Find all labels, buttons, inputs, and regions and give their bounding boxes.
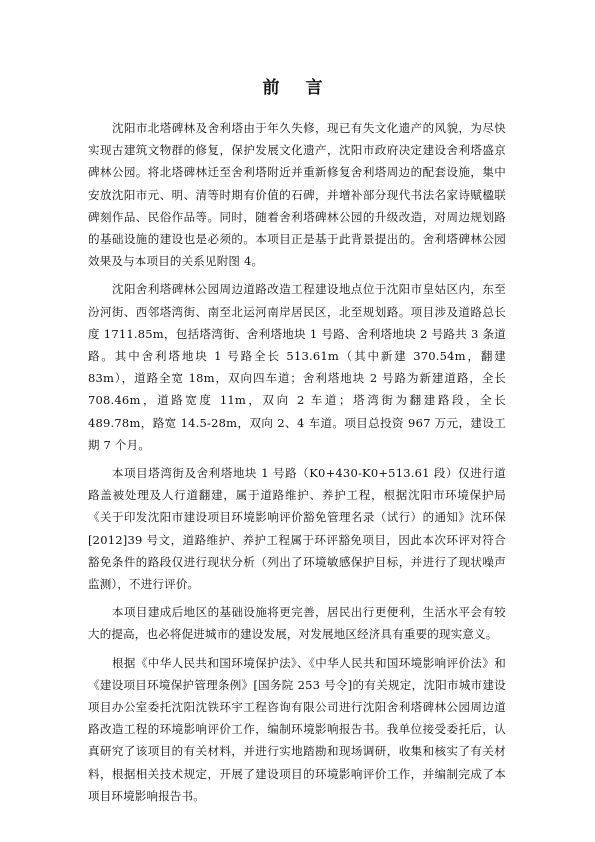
paragraph-4: 本项目建成后地区的基础设施将更完善，居民出行更便利，生活水平会有较大的提高，也必将促进城市的建设发展，对发展地区经济具有重要的现实意义。 xyxy=(88,605,506,642)
paragraph-3: 本项目塔湾街及舍利塔地块 1 号路（K0+430-K0+513.61 段）仅进行道路盖被处理及人行道翻建，属于道路维护、养护工程，根据沈阳市环境保护局《关于印发沈阳市建设项目环境影响评价豁免管理名录（试行）的通知》沈环保[2012]39 号文，道路维护、养护工程属于环评豁免项目，因此本次环评对符合豁免条件的路段仅进行现状分析（列出了环境敏感保护目标，并进行了现状噪声监测），不进行评价。 xyxy=(88,466,506,592)
paragraph-5: 根据《中华人民共和国环境保护法》、《中华人民共和国环境影响评价法》和《建设项目环境保护管理条例》[国务院 253 号令]的有关规定，沈阳市城市建设项目办公室委托沈阳沈铁环宇工程咨询有限公司进行沈阳舍利塔碑林公园周边道路改造工程的环境影响评价工作，编制环境影响报告书。我单位接受委托后，认真研究了该项目的有关材料，并进行实地踏勘和现场调研，收集和核实了有关材料，根据相关技术规定，开展了建设项目的环境影响评价工作，并编制完成了本项目环境影响报告书。 xyxy=(88,655,506,803)
paragraph-1: 沈阳市北塔碑林及舍利塔由于年久失修，现已有失文化遗产的风貌，为尽快实现古建筑文物群的修复，保护发展文化遗产，沈阳市政府决定建设舍利塔盛京碑林公园。将北塔碑林迁至舍利塔附近并重新修复舍利塔周边的配套设施，集中安放沈阳市元、明、清等时期有价值的石碑，并增补部分现代书法名家诗赋楹联碑刻作品、民俗作品等。同时，随着舍利塔碑林公园的升级改造，对周边规划路的基础设施的建设也是必须的。本项目正是基于此背景提出的。舍利塔碑林公园效果及与本项目的关系见附图 4。 xyxy=(88,121,506,269)
page-title: 前 言 xyxy=(262,78,333,98)
body-text xyxy=(88,117,506,813)
paragraph-2: 沈阳舍利塔碑林公园周边道路改造工程建设地点位于沈阳市皇姑区内，东至汾河街、西邻塔湾街、南至北运河南岸居民区，北至规划路。项目涉及道路总长度 1711.85m，包括塔湾街、舍利塔地块 1 号路、舍利塔地块 2 号路共 3 条道路。其中舍利塔地块 1 号路全长 513.61m（其中新建 370.54m，翻建 83m），道路全宽 18m，双向四车道；舍利塔地块 2 号路为新建道路，全长 708.46m，道路宽度 11m，双向 2 车道；塔湾街为翻建路段，全长 489.78m，路宽 14.5-28m，双向 2、4 车道。项目总投资 967 万元，建设工期 7 个月。 xyxy=(88,282,506,452)
